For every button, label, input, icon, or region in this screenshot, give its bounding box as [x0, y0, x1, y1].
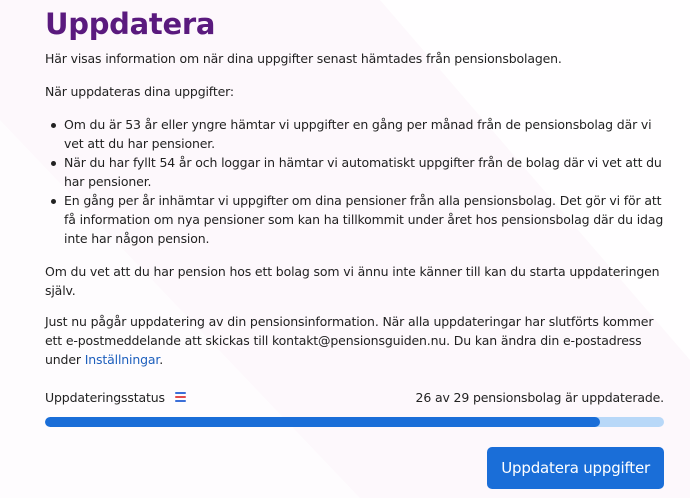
self-update-text: Om du vet att du har pension hos ett bolag som vi ännu inte känner till kan du starta uppdateringen själv. [45, 264, 660, 298]
settings-link[interactable]: Inställningar [84, 352, 160, 367]
status-label: Uppdateringsstatus [45, 389, 165, 405]
actions-row [45, 447, 664, 489]
list-heading: När uppdateras dina uppgifter: [45, 84, 234, 99]
status-summary: 26 av 29 pensionsbolag är uppdaterade. [415, 389, 664, 405]
list-item: När du har fyllt 54 år och loggar in hämtar vi automatiskt uppgifter från de bolag där vi vet att du har pensioner. [45, 153, 664, 191]
status-paragraph [45, 312, 664, 369]
list-item: En gång per år inhämtar vi uppgifter om dina pensioner från alla pensionsbolag. Det gör vi för att få information om nya pensioner som kan ha tillkommit under året hos pensionsbolag där du idag inte har någon pension. [45, 191, 664, 248]
flag-stripes-icon [175, 392, 186, 402]
stripe-1 [175, 392, 186, 394]
status-label-group [45, 390, 186, 405]
update-progress-bar [45, 417, 664, 427]
intro-text: Här visas information om när dina uppgifter senast hämtades från pensionsbolagen. [45, 51, 562, 66]
progress-fill [45, 417, 600, 427]
update-button[interactable]: Uppdatera uppgifter [487, 447, 664, 489]
stripe-2 [175, 396, 186, 398]
list-item: Om du är 53 år eller yngre hämtar vi uppgifter en gång per månad från de pensionsbolag där vi vet att du har pensioner. [45, 115, 664, 153]
update-status-row [45, 387, 664, 407]
stripe-3 [175, 400, 186, 402]
update-rules-list [45, 115, 664, 248]
status-text: Just nu pågår uppdatering av din pensionsinformation. När alla uppdateringar har slutförts kommer ett e-postmeddelande att skickas till kontakt@pensionsguiden.nu. Du kan ändra din e-postadress under [45, 314, 654, 367]
status-text-end: . [159, 352, 164, 367]
page-title: Uppdatera [45, 7, 216, 41]
